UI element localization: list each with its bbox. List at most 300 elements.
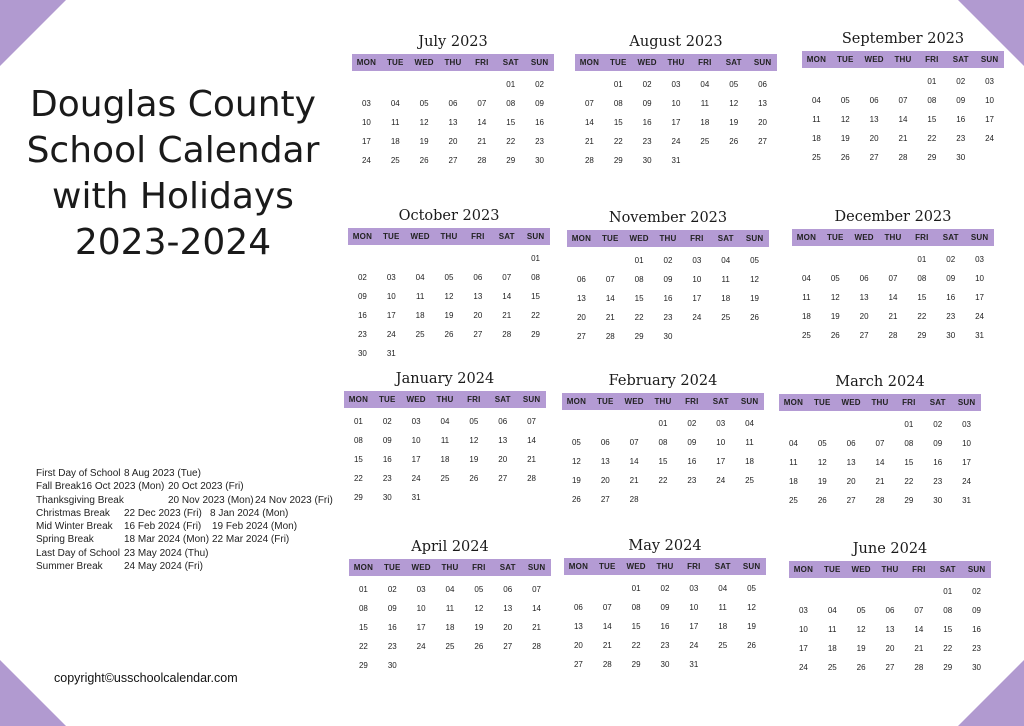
day-cell: 17 bbox=[975, 293, 985, 302]
weekday-label: FRI bbox=[698, 58, 712, 67]
empty-day-cell bbox=[860, 72, 889, 91]
day-cell: 20 bbox=[448, 137, 458, 146]
day-cell: 16 bbox=[933, 458, 943, 467]
day-cell: 18 bbox=[415, 311, 425, 320]
weekday-label: MON bbox=[348, 395, 369, 404]
holiday-date: 23 May 2024 (Thu) bbox=[124, 547, 209, 559]
day-cell: 30 bbox=[357, 349, 367, 358]
day-cell: 11 bbox=[445, 604, 455, 613]
day-cell: 26 bbox=[469, 474, 479, 483]
empty-day-cell bbox=[850, 250, 879, 269]
weekday-label: TUE bbox=[836, 55, 854, 64]
day-cell: 13 bbox=[885, 625, 895, 634]
day-cell: 15 bbox=[358, 623, 368, 632]
empty-day-cell bbox=[876, 582, 905, 601]
day-cell: 27 bbox=[846, 496, 856, 505]
day-cell: 10 bbox=[416, 604, 426, 613]
weekday-label: SAT bbox=[942, 233, 959, 242]
day-cell: 15 bbox=[353, 455, 363, 464]
title-line: with Holidays bbox=[52, 176, 294, 217]
day-cell: 08 bbox=[943, 606, 953, 615]
day-cell: 11 bbox=[440, 436, 450, 445]
day-cell: 21 bbox=[629, 476, 639, 485]
day-cell: 13 bbox=[869, 115, 879, 124]
day-cell: 02 bbox=[535, 80, 545, 89]
weekday-label: WED bbox=[851, 565, 871, 574]
weekday-label: WED bbox=[854, 233, 874, 242]
weekday-label: FRI bbox=[472, 563, 486, 572]
day-cell: 18 bbox=[801, 312, 811, 321]
day-cell: 15 bbox=[904, 458, 914, 467]
day-cell: 23 bbox=[387, 642, 397, 651]
day-cell: 25 bbox=[811, 153, 821, 162]
weekday-label: WED bbox=[410, 232, 430, 241]
day-cell: 24 bbox=[716, 476, 726, 485]
day-cell: 16 bbox=[382, 455, 392, 464]
day-cell: 24 bbox=[386, 330, 396, 339]
month-name: December 2023 bbox=[834, 209, 952, 225]
day-cell: 17 bbox=[361, 137, 371, 146]
weekday-label: TUE bbox=[601, 234, 619, 243]
empty-day-cell bbox=[802, 72, 831, 91]
day-cell: 20 bbox=[600, 476, 610, 485]
day-cell: 28 bbox=[477, 156, 487, 165]
day-cell: 11 bbox=[700, 99, 709, 108]
day-cell: 17 bbox=[985, 115, 995, 124]
title-line: 2023-2024 bbox=[74, 222, 272, 263]
empty-day-cell bbox=[889, 72, 918, 91]
day-cell: 14 bbox=[629, 457, 639, 466]
day-cell: 19 bbox=[474, 623, 484, 632]
day-grid bbox=[792, 250, 994, 345]
day-cell: 03 bbox=[416, 585, 426, 594]
day-cell: 14 bbox=[888, 293, 898, 302]
day-grid bbox=[802, 72, 1004, 167]
month-calendar bbox=[348, 206, 550, 363]
day-cell: 29 bbox=[917, 331, 927, 340]
empty-day-cell bbox=[439, 75, 468, 94]
day-cell: 22 bbox=[943, 644, 953, 653]
weekday-label: THU bbox=[659, 234, 677, 243]
day-cell: 06 bbox=[600, 438, 610, 447]
month-name: March 2024 bbox=[835, 374, 925, 390]
day-cell: 16 bbox=[660, 622, 670, 631]
day-cell: 09 bbox=[535, 99, 545, 108]
weekday-label: TUE bbox=[598, 562, 616, 571]
day-cell: 12 bbox=[830, 293, 840, 302]
day-cell: 08 bbox=[506, 99, 516, 108]
day-cell: 01 bbox=[531, 254, 541, 263]
day-cell: 03 bbox=[361, 99, 371, 108]
day-cell: 24 bbox=[361, 156, 371, 165]
holiday-label: Christmas Break bbox=[36, 507, 110, 519]
weekday-label: TUE bbox=[813, 398, 831, 407]
day-cell: 23 bbox=[933, 477, 943, 486]
day-cell: 27 bbox=[885, 663, 895, 672]
day-cell: 18 bbox=[390, 137, 400, 146]
day-cell: 07 bbox=[584, 99, 594, 108]
holiday-date: 22 Dec 2023 (Fri) bbox=[124, 507, 202, 519]
day-cell: 27 bbox=[859, 331, 869, 340]
day-cell: 01 bbox=[943, 587, 953, 596]
day-cell: 31 bbox=[671, 156, 681, 165]
day-cell: 04 bbox=[700, 80, 710, 89]
month-name: January 2024 bbox=[395, 371, 495, 387]
day-cell: 30 bbox=[382, 493, 392, 502]
day-cell: 14 bbox=[584, 118, 594, 127]
day-cell: 06 bbox=[859, 274, 869, 283]
weekday-header bbox=[344, 391, 546, 408]
day-cell: 25 bbox=[700, 137, 710, 146]
day-cell: 14 bbox=[914, 625, 924, 634]
empty-day-cell bbox=[792, 250, 821, 269]
day-cell: 13 bbox=[859, 293, 869, 302]
weekday-header bbox=[575, 54, 777, 71]
day-cell: 26 bbox=[444, 330, 454, 339]
day-cell: 26 bbox=[750, 313, 760, 322]
empty-day-cell bbox=[808, 415, 837, 434]
weekday-label: THU bbox=[667, 58, 685, 67]
day-cell: 09 bbox=[387, 604, 397, 613]
day-cell: 07 bbox=[502, 273, 512, 282]
weekday-label: SUN bbox=[980, 55, 999, 64]
weekday-label: SAT bbox=[929, 398, 946, 407]
weekday-label: MON bbox=[566, 397, 587, 406]
day-cell: 04 bbox=[827, 606, 837, 615]
day-cell: 02 bbox=[687, 419, 697, 428]
weekday-label: SUN bbox=[753, 58, 772, 67]
weekday-label: MON bbox=[353, 563, 374, 572]
day-cell: 09 bbox=[642, 99, 652, 108]
day-cell: 31 bbox=[962, 496, 972, 505]
day-grid bbox=[575, 75, 777, 170]
day-cell: 19 bbox=[856, 644, 866, 653]
day-cell: 09 bbox=[660, 603, 670, 612]
empty-day-cell bbox=[818, 582, 847, 601]
day-cell: 02 bbox=[933, 420, 943, 429]
day-cell: 17 bbox=[411, 455, 421, 464]
weekday-label: FRI bbox=[471, 232, 485, 241]
day-cell: 18 bbox=[811, 134, 821, 143]
day-cell: 29 bbox=[358, 661, 368, 670]
day-cell: 12 bbox=[856, 625, 866, 634]
day-cell: 06 bbox=[846, 439, 856, 448]
holiday-date: 22 Mar 2024 (Fri) bbox=[212, 534, 290, 546]
day-cell: 27 bbox=[576, 332, 586, 341]
day-cell: 19 bbox=[419, 137, 429, 146]
day-cell: 16 bbox=[387, 623, 397, 632]
day-cell: 13 bbox=[576, 294, 586, 303]
weekday-label: TUE bbox=[826, 233, 844, 242]
weekday-label: SUN bbox=[530, 58, 549, 67]
day-cell: 28 bbox=[602, 660, 612, 669]
month-calendar bbox=[564, 536, 766, 674]
day-cell: 15 bbox=[917, 293, 927, 302]
weekday-label: TUE bbox=[382, 232, 400, 241]
day-cell: 28 bbox=[914, 663, 924, 672]
day-grid bbox=[789, 582, 991, 677]
empty-day-cell bbox=[866, 415, 895, 434]
day-cell: 03 bbox=[962, 420, 972, 429]
day-cell: 02 bbox=[956, 77, 966, 86]
day-cell: 24 bbox=[692, 313, 702, 322]
day-cell: 24 bbox=[798, 663, 808, 672]
weekday-header bbox=[564, 558, 766, 575]
month-name: February 2024 bbox=[608, 373, 718, 389]
day-cell: 01 bbox=[917, 255, 927, 264]
copyright-text: copyright©usschoolcalendar.com bbox=[54, 671, 238, 685]
day-cell: 05 bbox=[817, 439, 827, 448]
day-cell: 08 bbox=[634, 275, 644, 284]
weekday-label: SAT bbox=[499, 563, 516, 572]
day-cell: 16 bbox=[357, 311, 367, 320]
day-cell: 25 bbox=[745, 476, 755, 485]
day-grid bbox=[352, 75, 554, 170]
day-cell: 12 bbox=[840, 115, 850, 124]
weekday-label: FRI bbox=[915, 233, 929, 242]
day-cell: 03 bbox=[689, 584, 699, 593]
day-cell: 27 bbox=[503, 642, 513, 651]
day-cell: 09 bbox=[382, 436, 392, 445]
day-cell: 21 bbox=[527, 455, 537, 464]
day-cell: 21 bbox=[605, 313, 615, 322]
day-cell: 27 bbox=[448, 156, 458, 165]
day-cell: 04 bbox=[801, 274, 811, 283]
day-cell: 10 bbox=[985, 96, 995, 105]
day-cell: 30 bbox=[972, 663, 982, 672]
weekday-label: MON bbox=[579, 58, 600, 67]
day-cell: 09 bbox=[663, 275, 673, 284]
empty-day-cell bbox=[904, 582, 933, 601]
day-cell: 05 bbox=[444, 273, 454, 282]
day-cell: 21 bbox=[888, 312, 898, 321]
weekday-label: WED bbox=[637, 58, 657, 67]
day-cell: 10 bbox=[386, 292, 396, 301]
day-cell: 07 bbox=[888, 274, 898, 283]
day-cell: 15 bbox=[927, 115, 937, 124]
day-cell: 13 bbox=[758, 99, 768, 108]
day-cell: 16 bbox=[946, 293, 956, 302]
day-cell: 19 bbox=[817, 477, 827, 486]
day-cell: 31 bbox=[386, 349, 396, 358]
day-cell: 06 bbox=[869, 96, 879, 105]
day-cell: 29 bbox=[506, 156, 516, 165]
day-cell: 10 bbox=[671, 99, 681, 108]
day-cell: 27 bbox=[600, 495, 610, 504]
empty-day-cell bbox=[492, 249, 521, 268]
day-cell: 08 bbox=[631, 603, 641, 612]
day-cell: 03 bbox=[985, 77, 995, 86]
weekday-label: WED bbox=[406, 395, 426, 404]
day-cell: 21 bbox=[477, 137, 487, 146]
empty-day-cell bbox=[620, 414, 649, 433]
day-cell: 21 bbox=[898, 134, 908, 143]
day-cell: 26 bbox=[419, 156, 429, 165]
weekday-label: FRI bbox=[690, 234, 704, 243]
day-cell: 16 bbox=[687, 457, 697, 466]
day-cell: 13 bbox=[448, 118, 458, 127]
day-cell: 15 bbox=[506, 118, 516, 127]
day-cell: 24 bbox=[411, 474, 421, 483]
day-cell: 15 bbox=[631, 622, 641, 631]
day-cell: 23 bbox=[660, 641, 670, 650]
month-name: October 2023 bbox=[398, 208, 500, 224]
empty-day-cell bbox=[467, 75, 496, 94]
day-cell: 27 bbox=[573, 660, 583, 669]
day-cell: 29 bbox=[631, 660, 641, 669]
day-cell: 12 bbox=[444, 292, 454, 301]
weekday-header bbox=[789, 561, 991, 578]
day-cell: 09 bbox=[946, 274, 956, 283]
day-cell: 25 bbox=[390, 156, 400, 165]
holiday-label: Mid Winter Break bbox=[36, 521, 113, 533]
day-cell: 25 bbox=[440, 474, 450, 483]
day-cell: 21 bbox=[914, 644, 924, 653]
weekday-label: SUN bbox=[527, 563, 546, 572]
day-cell: 10 bbox=[361, 118, 371, 127]
weekday-label: MON bbox=[796, 233, 817, 242]
day-cell: 06 bbox=[503, 585, 513, 594]
day-cell: 12 bbox=[817, 458, 827, 467]
day-cell: 03 bbox=[411, 417, 421, 426]
day-cell: 25 bbox=[788, 496, 798, 505]
day-cell: 23 bbox=[687, 476, 697, 485]
day-cell: 01 bbox=[634, 256, 644, 265]
day-cell: 11 bbox=[828, 625, 837, 634]
day-cell: 16 bbox=[642, 118, 652, 127]
month-calendar bbox=[792, 207, 994, 345]
day-cell: 08 bbox=[353, 436, 363, 445]
day-cell: 21 bbox=[602, 641, 612, 650]
day-cell: 06 bbox=[758, 80, 768, 89]
weekday-label: SUN bbox=[745, 234, 764, 243]
day-cell: 08 bbox=[358, 604, 368, 613]
day-cell: 14 bbox=[602, 622, 612, 631]
day-cell: 17 bbox=[962, 458, 972, 467]
empty-day-cell bbox=[567, 251, 596, 270]
day-cell: 22 bbox=[353, 474, 363, 483]
day-cell: 12 bbox=[729, 99, 739, 108]
weekday-label: MON bbox=[356, 58, 377, 67]
month-name: July 2023 bbox=[418, 34, 488, 50]
day-cell: 24 bbox=[416, 642, 426, 651]
weekday-label: SUN bbox=[970, 233, 989, 242]
weekday-label: FRI bbox=[925, 55, 939, 64]
day-cell: 19 bbox=[840, 134, 850, 143]
day-cell: 06 bbox=[473, 273, 483, 282]
weekday-header bbox=[792, 229, 994, 246]
weekday-label: MON bbox=[568, 562, 589, 571]
day-cell: 04 bbox=[390, 99, 400, 108]
day-cell: 10 bbox=[692, 275, 702, 284]
day-cell: 15 bbox=[943, 625, 953, 634]
day-cell: 06 bbox=[498, 417, 508, 426]
day-cell: 07 bbox=[532, 585, 542, 594]
day-cell: 27 bbox=[473, 330, 483, 339]
day-cell: 23 bbox=[956, 134, 966, 143]
weekday-label: MON bbox=[352, 232, 373, 241]
day-cell: 26 bbox=[830, 331, 840, 340]
day-cell: 02 bbox=[357, 273, 367, 282]
weekday-label: TUE bbox=[386, 58, 404, 67]
day-cell: 13 bbox=[498, 436, 508, 445]
day-cell: 12 bbox=[474, 604, 484, 613]
weekday-label: FRI bbox=[912, 565, 926, 574]
day-cell: 05 bbox=[750, 256, 760, 265]
empty-day-cell bbox=[377, 249, 406, 268]
day-cell: 19 bbox=[444, 311, 454, 320]
day-cell: 28 bbox=[605, 332, 615, 341]
day-cell: 05 bbox=[469, 417, 479, 426]
day-cell: 31 bbox=[689, 660, 699, 669]
day-cell: 11 bbox=[745, 438, 754, 447]
weekday-label: TUE bbox=[383, 563, 401, 572]
weekday-label: SAT bbox=[712, 397, 729, 406]
day-cell: 18 bbox=[718, 622, 728, 631]
weekday-label: WED bbox=[414, 58, 434, 67]
day-cell: 03 bbox=[386, 273, 396, 282]
holiday-date: 19 Feb 2024 (Mon) bbox=[212, 521, 298, 533]
day-cell: 27 bbox=[498, 474, 508, 483]
day-cell: 22 bbox=[917, 312, 927, 321]
day-cell: 29 bbox=[531, 330, 541, 339]
day-cell: 08 bbox=[613, 99, 623, 108]
day-cell: 28 bbox=[502, 330, 512, 339]
month-calendar bbox=[344, 369, 546, 507]
title-line: Douglas County bbox=[30, 84, 316, 125]
day-cell: 13 bbox=[573, 622, 583, 631]
day-cell: 10 bbox=[798, 625, 808, 634]
day-cell: 24 bbox=[985, 134, 995, 143]
month-name: April 2024 bbox=[411, 539, 489, 555]
day-cell: 01 bbox=[658, 419, 668, 428]
weekday-label: MON bbox=[571, 234, 592, 243]
weekday-label: SAT bbox=[494, 395, 511, 404]
day-cell: 25 bbox=[801, 331, 811, 340]
day-cell: 05 bbox=[830, 274, 840, 283]
empty-day-cell bbox=[879, 250, 908, 269]
empty-day-cell bbox=[591, 414, 620, 433]
day-cell: 02 bbox=[663, 256, 673, 265]
month-name: June 2024 bbox=[852, 541, 928, 557]
day-cell: 02 bbox=[660, 584, 670, 593]
day-cell: 22 bbox=[506, 137, 516, 146]
day-cell: 17 bbox=[692, 294, 702, 303]
day-cell: 24 bbox=[975, 312, 985, 321]
day-cell: 06 bbox=[885, 606, 895, 615]
day-cell: 19 bbox=[830, 312, 840, 321]
day-cell: 23 bbox=[972, 644, 982, 653]
day-cell: 26 bbox=[840, 153, 850, 162]
weekday-header bbox=[562, 393, 764, 410]
day-cell: 15 bbox=[613, 118, 623, 127]
day-cell: 11 bbox=[721, 275, 730, 284]
holiday-label: Fall Break bbox=[36, 481, 82, 493]
day-cell: 26 bbox=[729, 137, 739, 146]
weekday-label: TUE bbox=[609, 58, 627, 67]
day-cell: 11 bbox=[391, 118, 400, 127]
day-cell: 21 bbox=[584, 137, 594, 146]
day-cell: 29 bbox=[927, 153, 937, 162]
day-cell: 15 bbox=[634, 294, 644, 303]
day-grid bbox=[344, 412, 546, 507]
day-cell: 04 bbox=[745, 419, 755, 428]
day-cell: 20 bbox=[869, 134, 879, 143]
day-cell: 13 bbox=[600, 457, 610, 466]
day-cell: 04 bbox=[811, 96, 821, 105]
day-cell: 27 bbox=[869, 153, 879, 162]
day-cell: 05 bbox=[747, 584, 757, 593]
